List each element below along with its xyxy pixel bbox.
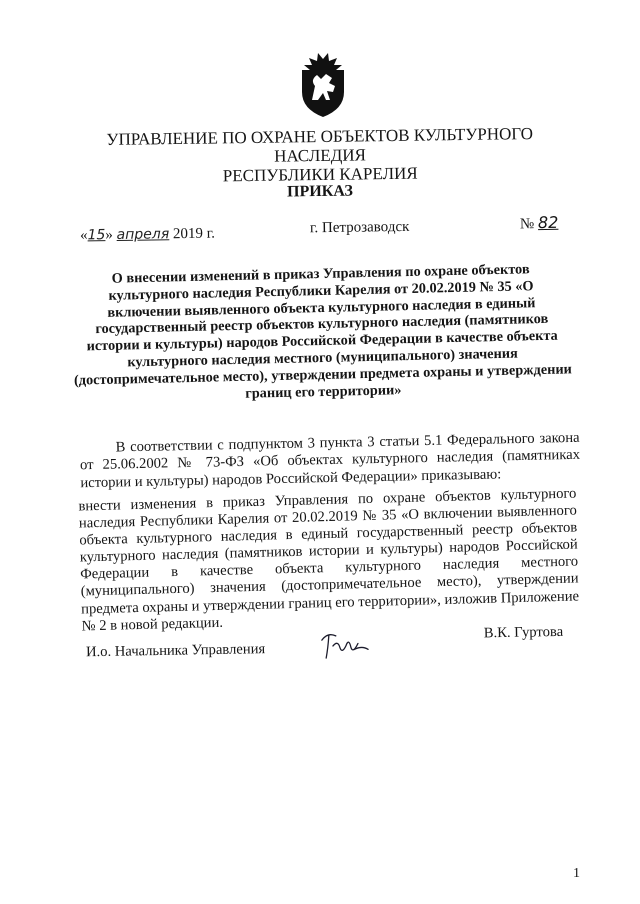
number-sign: №: [519, 216, 535, 233]
document-type: ПРИКАЗ: [286, 182, 354, 201]
date-line: [80, 213, 580, 248]
preamble-paragraph: В соответствии с подпунктом 3 пункта 3 статьи 5.1 Федерального закона от 25.06.2002 № 73-ФЗ «Об объектах культурного наследия (памятниках истории и культуры) народов Российской Федерации» приказываю:: [79, 429, 581, 491]
order-number-value: 82: [537, 212, 559, 233]
signatory-position: И.о. Начальника Управления: [85, 641, 266, 661]
order-city: г. Петрозаводск: [309, 218, 410, 237]
date-quote-open: «: [79, 227, 88, 244]
resolution-paragraph: внести изменения в приказ Управления по охране объектов культурного наследия Республики Карелия от 20.02.2019 № 35 «О включении выявленного объекта культурного наследия в единый государственный реестр объектов культурного наследия (памятников истории и культуры) народов Российской Федерации в качестве объекта культурного наследия местного (муниципального) значения (достопримечательное место), утверждении предмета охраны и утверждении границ его территории», изложив Приложение № 2 в новой редакции.: [78, 485, 580, 635]
organization-name-line1: УПРАВЛЕНИЕ ПО ОХРАНЕ ОБЪЕКТОВ КУЛЬТУРНОГО НАСЛЕДИЯ: [106, 124, 534, 166]
signature-block: [80, 624, 581, 673]
organization-name-line2: РЕСПУБЛИКИ КАРЕЛИЯ: [222, 163, 418, 186]
signatory-name: В.К. Гуртова: [483, 623, 564, 642]
order-month: апреля: [116, 226, 170, 243]
order-date: [80, 226, 215, 245]
order-year: 2019 г.: [172, 225, 216, 243]
date-quote-close: »: [105, 227, 113, 244]
page-number: 1: [573, 866, 580, 881]
order-day: 15: [87, 227, 106, 244]
order-number: [520, 213, 559, 234]
organization-name: [60, 123, 581, 187]
order-subject: О внесении изменений в приказ Управления по охране объектов культурного наследия Республики Карелия от 20.02.2019 № 35 «О включении выявленного объекта культурного наследия в единый государственный реестр объектов культурного наследия (памятников истории и культуры) народов Российской Федерации в качестве объекта культурного наследия местного (муниципального) значения (достопримечательное место), утверждении предмета охраны и утверждении границ его территории»: [73, 261, 573, 402]
karelia-coat-of-arms-icon: [296, 52, 350, 118]
handwritten-signature-icon: [316, 627, 373, 662]
